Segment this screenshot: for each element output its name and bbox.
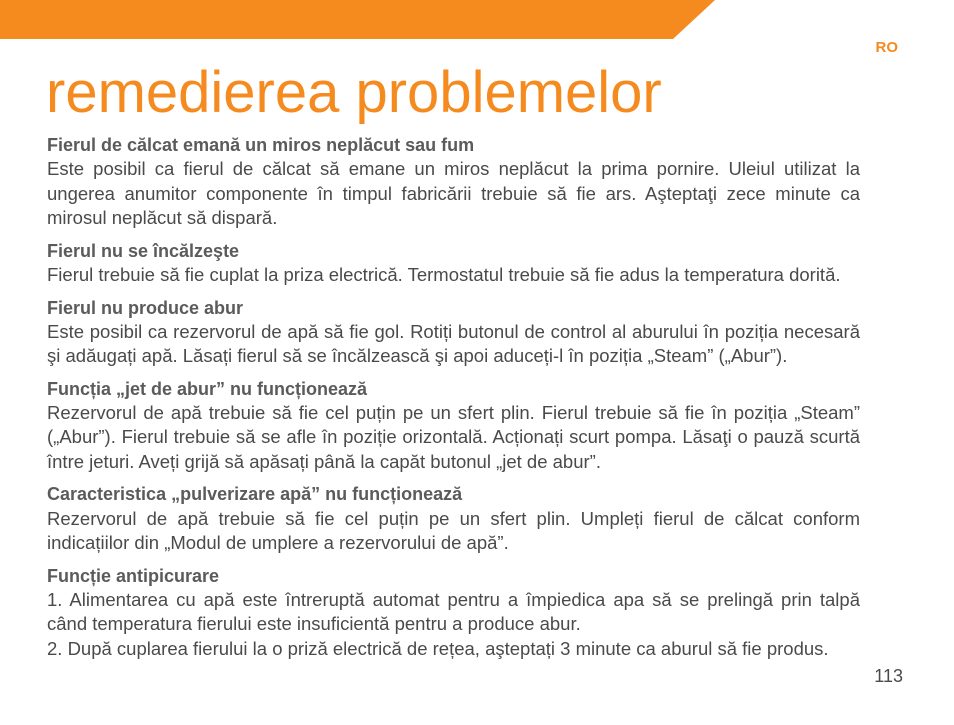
- body-line: ungerea anumitor componente în timpul fabricării trebuie să fie ars. Aşteptaţi zece minute ca: [47, 182, 860, 204]
- section-heading: Fierul nu produce abur: [47, 297, 244, 318]
- section-spray-not-working: [47, 482, 860, 555]
- section-not-heating: [47, 239, 860, 288]
- body-line: Rezervorul de apă trebuie să fie cel puțin pe un sfert plin. Fierul trebuie să fie în poziția „Steam”: [47, 402, 860, 424]
- body-line: Rezervorul de apă trebuie să fie cel puțin pe un sfert plin. Umpleți fierul de călcat conform: [47, 507, 860, 529]
- troubleshooting-content: [47, 133, 860, 669]
- section-smell-or-smoke: [47, 133, 860, 230]
- body-line: 1. Alimentarea cu apă este întreruptă automat pentru a împiedica apa să se prelingă prin talpă: [47, 589, 860, 610]
- body-line: indicațiilor din „Modul de umplere a rezervorului de apă”.: [47, 532, 509, 554]
- body-line: Este posibil ca fierul de călcat să emane un miros neplăcut la prima pornire. Uleiul utilizat la: [47, 158, 860, 180]
- body-line: mirosul neplăcut să dispară.: [47, 206, 278, 228]
- body-line: şi adăugați apă. Lăsați fierul să se încălzească şi apoi aduceți-l în poziția „Steam” („Abur”).: [47, 345, 788, 367]
- section-anti-drip: [47, 564, 860, 661]
- section-heading: Fierul nu se încălzeşte: [47, 240, 240, 261]
- language-code: RO: [875, 39, 898, 56]
- section-heading: Funcția „jet de abur” nu funcționează: [47, 378, 368, 399]
- section-heading: Funcție antipicurare: [47, 565, 220, 586]
- body-line: Este posibil ca rezervorul de apă să fie gol. Rotiți butonul de control al aburului în poziția necesară: [47, 320, 860, 342]
- page-number: 113: [874, 666, 903, 686]
- body-line: între jeturi. Aveți grijă să apăsați până la capăt butonul „jet de abur”.: [47, 450, 601, 472]
- body-line: („Abur”). Fierul trebuie să se afle în poziție orizontală. Acționați scurt pompa. Lăsaţi o pauză scurtă: [47, 426, 860, 448]
- section-heading: Caracteristica „pulverizare apă” nu funcționează: [47, 484, 463, 505]
- section-heading: Fierul de călcat emană un miros neplăcut sau fum: [47, 135, 475, 155]
- section-no-steam: [47, 296, 860, 369]
- page-title: remedierea problemelor: [46, 60, 662, 125]
- body-line: când temperatura fierului este insuficientă pentru a produce abur.: [47, 613, 581, 635]
- body-line: Fierul trebuie să fie cuplat la priza electrică. Termostatul trebuie să fie adus la temperatura dorită.: [47, 263, 841, 285]
- body-line: 2. După cuplarea fierului la o priză electrică de rețea, aşteptați 3 minute ca aburul să fie produs.: [47, 637, 829, 659]
- orange-header-banner: [0, 0, 954, 39]
- section-steam-jet-not-working: [47, 377, 860, 474]
